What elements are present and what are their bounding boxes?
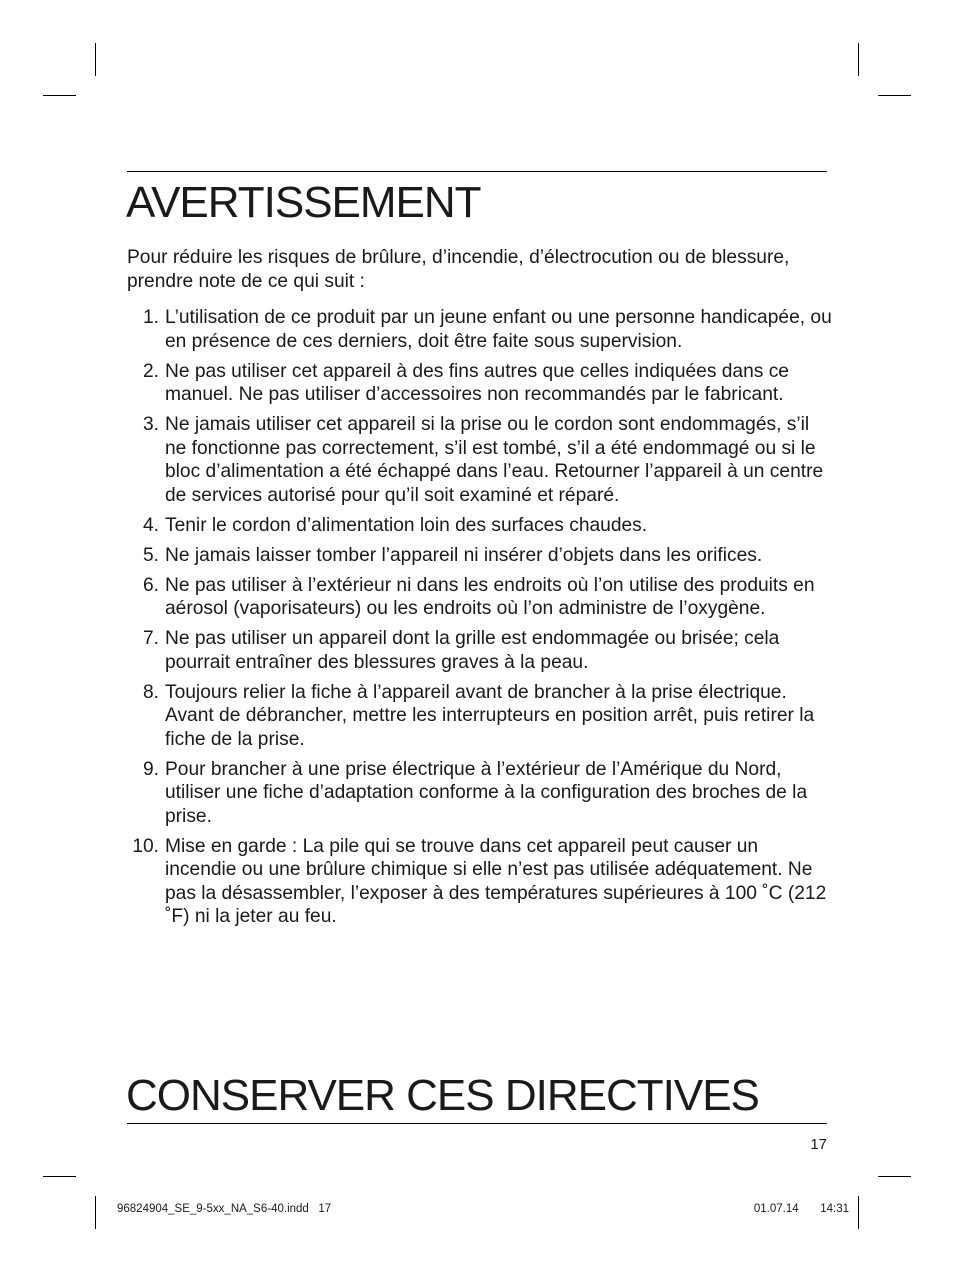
- page-number: 17: [810, 1136, 827, 1153]
- page-title: AVERTISSEMENT: [126, 178, 481, 227]
- item-number: 3.: [142, 414, 159, 435]
- item-text: Pour brancher à une prise électrique à l’extérieur de l’Amérique du Nord, utiliser une fiche d’adaptation conforme à la configuration des broches de la prise.: [165, 758, 808, 827]
- list-item: [127, 574, 832, 621]
- list-item: [127, 544, 832, 568]
- slug-file-info: 96824904_SE_9-5xx_NA_S6-40.indd 17: [117, 1203, 332, 1215]
- item-text: Ne pas utiliser un appareil dont la grille est endommagée ou brisée; cela pourrait entraîner des blessures graves à la peau.: [165, 628, 780, 673]
- crop-mark: [95, 1196, 96, 1229]
- list-item: [127, 514, 832, 538]
- item-number: 1.: [142, 307, 159, 328]
- bottom-rule: [127, 1123, 827, 1124]
- item-number: 10.: [132, 835, 159, 857]
- item-text: Ne jamais utiliser cet appareil si la prise ou le cordon sont endommagés, s’il ne fonctionne pas correctement, s’il est tombé, s’il a été endommagé ou si le bloc d’alimentation a été échappé dans l’eau. Retourner l’appareil à un centre de services autorisé pour qu’il soit examiné et réparé.: [165, 414, 824, 506]
- item-number: 9.: [142, 758, 159, 780]
- crop-mark: [95, 43, 96, 76]
- crop-mark: [858, 1196, 859, 1229]
- item-number: 5.: [142, 544, 159, 566]
- item-number: 4.: [142, 514, 159, 536]
- item-text: Ne pas utiliser à l’extérieur ni dans les endroits où l’on utilise des produits en aérosol (vaporisateurs) ou les endroits où l’on administre de l’oxygène.: [165, 574, 815, 619]
- crop-mark: [858, 43, 859, 76]
- list-item: [127, 360, 832, 407]
- top-rule: [127, 171, 827, 172]
- slug-date: 01.07.14 14:31: [753, 1203, 849, 1215]
- intro-paragraph: Pour réduire les risques de brûlure, d’incendie, d’électrocution ou de blessure, prendre note de ce qui suit :: [127, 247, 790, 292]
- list-item: [127, 413, 832, 507]
- crop-mark: [878, 95, 911, 96]
- list-item: [127, 835, 832, 929]
- item-number: 2.: [142, 360, 159, 382]
- list-item: [127, 627, 832, 674]
- closing-heading: CONSERVER CES DIRECTIVES: [126, 1071, 759, 1120]
- item-number: 8.: [142, 681, 159, 703]
- crop-mark: [43, 95, 76, 96]
- item-text: Ne jamais laisser tomber l’appareil ni insérer d’objets dans les orifices.: [165, 544, 763, 566]
- item-text: L’utilisation de ce produit par un jeune enfant ou une personne handicapée, ou en présence de ces derniers, doit être faite sous supervision.: [165, 307, 832, 352]
- crop-mark: [43, 1176, 76, 1177]
- list-item: [127, 758, 832, 829]
- item-number: 7.: [142, 628, 159, 649]
- crop-mark: [878, 1176, 911, 1177]
- list-item: [127, 306, 832, 353]
- item-text: Ne pas utiliser cet appareil à des fins autres que celles indiquées dans ce manuel. Ne pas utiliser d’accessoires non recommandés par le fabricant.: [165, 360, 789, 405]
- item-text: Toujours relier la fiche à l’appareil avant de brancher à la prise électrique. Avant de débrancher, mettre les interrupteurs en position arrêt, puis retirer la fiche de la prise.: [165, 681, 815, 750]
- item-text: Mise en garde : La pile qui se trouve dans cet appareil peut causer un incendie ou une brûlure chimique si elle n’est pas utilisée adéquatement. Ne pas la désassembler, l’exposer à des températures supérieures à 100 ˚C (212 ˚F) ni la jeter au feu.: [165, 835, 827, 927]
- item-number: 6.: [142, 574, 159, 596]
- warning-list: [127, 306, 832, 935]
- item-text: Tenir le cordon d’alimentation loin des surfaces chaudes.: [165, 514, 648, 536]
- list-item: [127, 681, 832, 752]
